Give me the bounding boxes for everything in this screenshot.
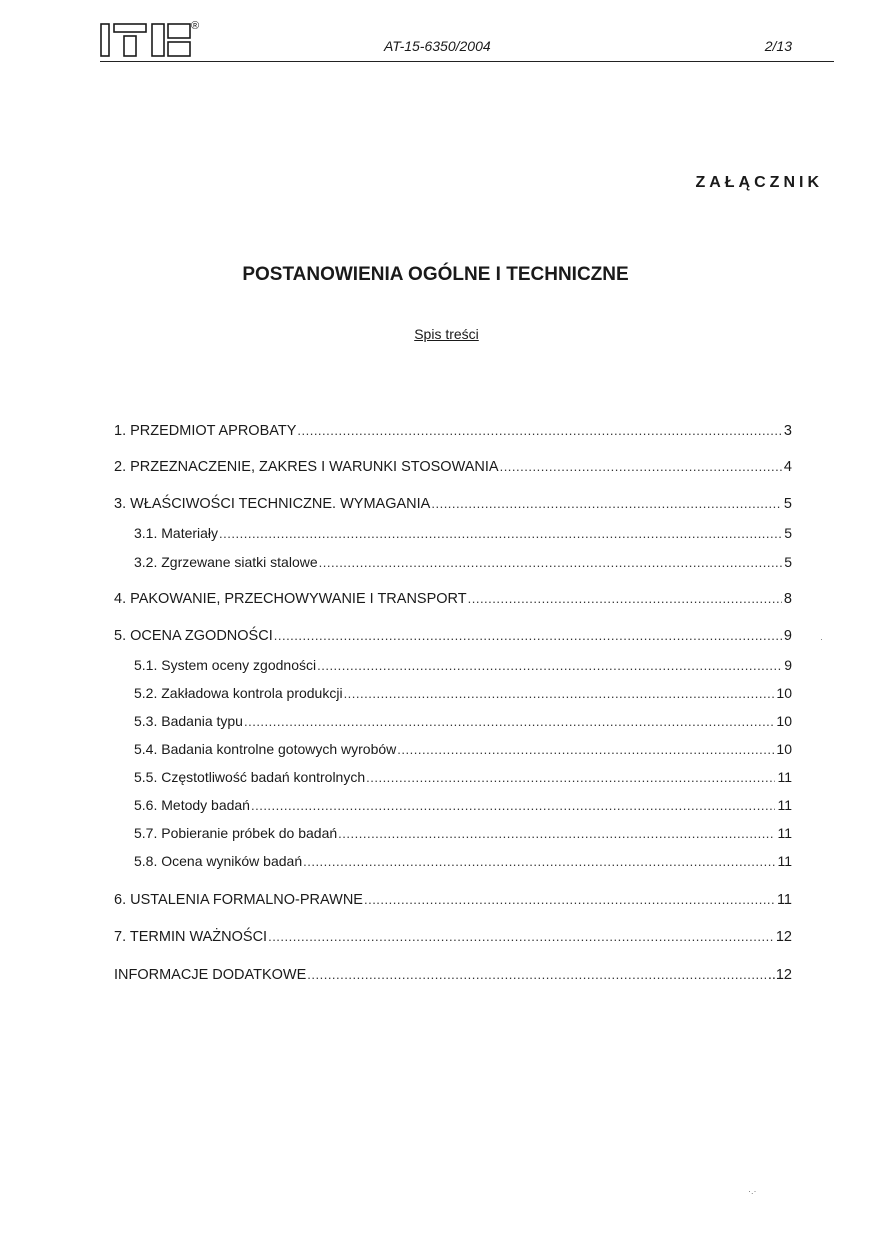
toc-entry-page: 3 [783,423,792,439]
toc-entry-page: 9 [784,657,792,673]
toc-leader-dots [344,685,775,703]
toc-subentry[interactable] [134,852,792,870]
toc-subentry[interactable] [134,553,792,571]
toc-entry-page: 10 [776,741,792,757]
toc-entry[interactable] [114,891,792,909]
toc-entry-page: 11 [777,769,792,785]
toc-leader-dots [244,713,774,731]
header-divider [100,61,834,62]
toc-subentry[interactable] [134,524,792,542]
toc-leader-dots [219,525,782,543]
toc-entry-page: 8 [783,591,792,607]
toc-entry-label: 5. OCENA ZGODNOŚCI [114,628,273,644]
toc-subentry[interactable] [134,768,792,786]
toc-entry-page: 5 [784,554,792,570]
toc-subentry[interactable] [134,684,792,702]
toc-entry-page: 4 [783,459,792,475]
toc-leader-dots [274,627,782,645]
annex-title: ZAŁĄCZNIK [695,174,823,191]
toc-leader-dots [338,825,775,843]
itb-logo [100,22,196,58]
toc-entry-label: 3.1. Materiały [134,525,219,541]
toc-entry-label: 5.4. Badania kontrolne gotowych wyrobów [134,741,397,757]
toc-entry-page: 11 [776,892,792,908]
toc-leader-dots [297,422,782,440]
toc-leader-dots [500,458,782,476]
toc-entry-page: 11 [777,853,792,869]
scan-speck: ·.· [748,1186,757,1196]
toc-entry-page: 10 [776,685,792,701]
toc-entry-page: 12 [775,929,792,945]
toc-entry-page: 5 [783,496,792,512]
toc-subentry[interactable] [134,656,792,674]
toc-entry-label: 5.8. Ocena wyników badań [134,853,303,869]
toc-entry-label: 2. PRZEZNACZENIE, ZAKRES I WARUNKI STOSOWANIA [114,459,499,475]
toc-entry-label: 5.5. Częstotliwość badań kontrolnych [134,769,366,785]
toc-leader-dots [303,853,775,871]
toc-entry[interactable] [114,966,792,984]
toc-entry[interactable] [114,627,792,645]
page-number: 2/13 [764,38,792,54]
toc-entry-label: 5.2. Zakładowa kontrola produkcji [134,685,343,701]
toc-entry-page: 11 [777,825,792,841]
toc-entry-label: 6. USTALENIA FORMALNO-PRAWNE [114,892,363,908]
toc-subentry[interactable] [134,796,792,814]
toc-entry-label: 5.3. Badania typu [134,713,243,729]
toc-leader-dots [307,966,766,984]
toc-subentry[interactable] [134,712,792,730]
toc-leader-dots [317,657,782,675]
toc-subentry[interactable] [134,824,792,842]
toc-entry[interactable] [114,458,792,476]
scan-speck: · [820,634,823,644]
document-id: AT-15-6350/2004 [384,38,491,54]
toc-leader-dots [268,928,774,946]
toc-leader-dots [366,769,775,787]
toc-leader-dots [364,891,775,909]
toc-leader-dots [251,797,775,815]
toc-subentry[interactable] [134,740,792,758]
toc-entry-page: 9 [783,628,792,644]
toc-entry-label: 4. PAKOWANIE, PRZECHOWYWANIE I TRANSPORT [114,591,467,607]
toc-entry-label: 5.1. System oceny zgodności [134,657,317,673]
toc-entry[interactable] [114,495,792,513]
toc-entry-label: 1. PRZEDMIOT APROBATY [114,423,297,439]
registered-mark: ® [191,20,200,32]
toc-title: Spis treści [414,326,479,342]
toc-leader-dots [319,554,783,572]
toc-entry-page: 10 [776,713,792,729]
toc-leader-dots [468,590,782,608]
toc-entry-page: 11 [777,797,792,813]
toc-entry-label: INFORMACJE DODATKOWE [114,967,307,983]
toc-leader-dots [397,741,774,759]
page-header [100,18,834,64]
toc-leader-dots [431,495,782,513]
toc-entry[interactable] [114,422,792,440]
toc-entry-label: 3. WŁAŚCIWOŚCI TECHNICZNE. WYMAGANIA [114,496,431,512]
toc-entry[interactable] [114,590,792,608]
main-title: POSTANOWIENIA OGÓLNE I TECHNICZNE [242,264,629,285]
toc-entry-label: 5.6. Metody badań [134,797,250,813]
toc-entry-page: ..12 [767,967,792,983]
toc-entry-label: 3.2. Zgrzewane siatki stalowe [134,554,318,570]
toc-entry-label: 7. TERMIN WAŻNOŚCI [114,929,268,945]
toc-entry-page: 5 [784,525,792,541]
toc-entry-label: 5.7. Pobieranie próbek do badań [134,825,338,841]
toc-entry[interactable] [114,928,792,946]
